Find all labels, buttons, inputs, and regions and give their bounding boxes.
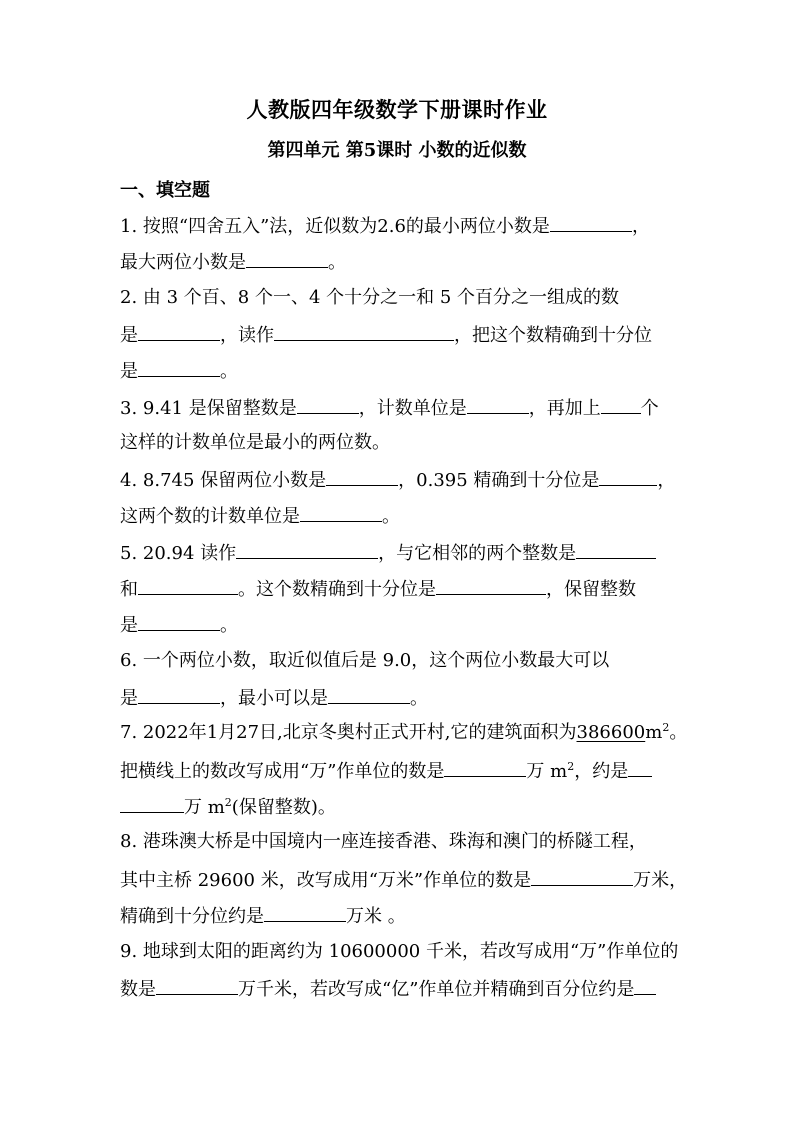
question-2-line-2: 是 ，读作 ，把这个数精确到十分位 <box>120 322 652 348</box>
answer-blank[interactable] <box>264 903 346 922</box>
question-3-line-2: 这样的计数单位是最小的两位数。 <box>120 432 390 453</box>
question-7-line-2: 把横线上的数改写成用“万”作单位的数是 万 $m^2$，约是 <box>120 758 652 784</box>
answer-blank[interactable] <box>436 576 546 595</box>
answer-blank[interactable] <box>576 540 656 559</box>
question-2-line-3: 是 。 <box>120 358 238 384</box>
question-5-line-3: 是 。 <box>120 612 238 638</box>
question-6-line-2: 是 ，最小可以是 。 <box>120 685 428 711</box>
question-6-line-1: 6. 一个两位小数，取近似值后是 9.0，这个两位小数最大可以 <box>120 650 610 671</box>
answer-blank[interactable] <box>236 540 378 559</box>
question-4-line-1: 4. 8.745 保留两位小数是 ，0.395 精确到十分位是 ， <box>120 467 675 493</box>
question-8-line-1: 8. 港珠澳大桥是中国境内一座连接香港、珠海和澳门的桥隧工程， <box>120 831 647 852</box>
question-9-line-2: 数是 万千米，若改写成“亿”作单位并精确到百分位约是 <box>120 976 656 1002</box>
answer-blank[interactable] <box>120 794 184 813</box>
answer-blank[interactable] <box>138 685 220 704</box>
worksheet-title: 人教版四年级数学下册课时作业 <box>246 97 548 122</box>
question-8-line-2: 其中主桥 29600 米，改写成用“万米”作单位的数是 万米， <box>120 867 687 893</box>
answer-blank[interactable] <box>138 576 238 595</box>
section-heading: 一、填空题 <box>120 180 210 201</box>
answer-blank[interactable] <box>156 976 238 995</box>
answer-blank[interactable] <box>138 612 220 631</box>
answer-blank[interactable] <box>599 467 657 486</box>
worksheet-subtitle: 第四单元 第5课时 小数的近似数 <box>267 140 527 161</box>
answer-blank[interactable] <box>138 358 220 377</box>
answer-blank[interactable] <box>138 322 220 341</box>
question-3-line-1: 3. 9.41 是保留整数是 ，计数单位是 ，再加上 个 <box>120 395 659 421</box>
answer-blank[interactable] <box>246 249 328 268</box>
question-9-line-1: 9. 地球到太阳的距离约为 10600000 千米，若改写成用“万”作单位的 <box>120 941 679 962</box>
answer-blank[interactable] <box>634 976 656 995</box>
question-2-line-1: 2. 由 3 个百、8 个一、4 个十分之一和 5 个百分之一组成的数 <box>120 287 620 308</box>
answer-blank[interactable] <box>300 503 382 522</box>
answer-blank[interactable] <box>531 867 633 886</box>
question-8-line-3: 精确到十分位约是 万米 。 <box>120 903 406 929</box>
answer-blank[interactable] <box>601 395 641 414</box>
question-5-line-2: 和 。这个数精确到十分位是 ，保留整数 <box>120 576 636 602</box>
answer-blank[interactable] <box>628 758 652 777</box>
question-1-line-2: 最大两位小数是 。 <box>120 249 346 275</box>
question-7-line-3: 万 $m^2$(保留整数)。 <box>120 794 336 820</box>
answer-blank[interactable] <box>328 685 410 704</box>
question-5-line-1: 5. 20.94 读作 ，与它相邻的两个整数是 <box>120 540 656 566</box>
question-7-line-1: 7. 2022年1月27日,北京冬奥村正式开村,它的建筑面积为$386600m^2$。 <box>120 721 688 743</box>
answer-blank[interactable] <box>467 395 529 414</box>
answer-blank[interactable] <box>550 213 632 232</box>
answer-blank[interactable] <box>444 758 526 777</box>
underlined-number: 386600 <box>576 722 646 743</box>
question-4-line-2: 这两个数的计数单位是 。 <box>120 503 400 529</box>
answer-blank[interactable] <box>274 322 454 341</box>
question-1-line-1: 1. 按照“四舍五入”法，近似数为2.6的最小两位小数是 ， <box>120 213 650 239</box>
answer-blank[interactable] <box>297 395 359 414</box>
answer-blank[interactable] <box>326 467 398 486</box>
